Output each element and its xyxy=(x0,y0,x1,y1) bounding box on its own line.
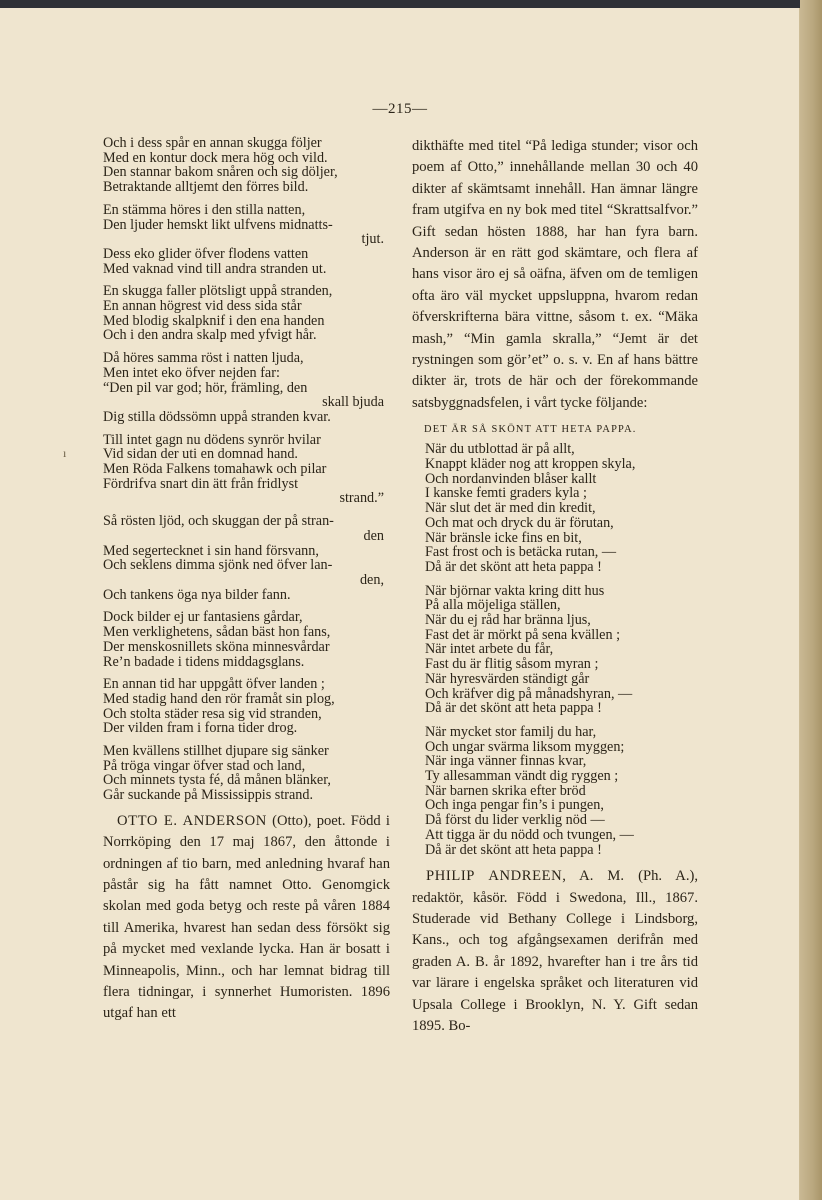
verse-line: Men verklighetens, sådan bäst hon fans, xyxy=(103,624,331,641)
verse-line: När du utblottad är på allt, xyxy=(425,441,575,458)
stanza xyxy=(412,584,698,716)
book-spine-edge xyxy=(800,0,822,1200)
verse-line: En annan högrest vid dess sida står xyxy=(103,298,302,315)
verse-line: Den ljuder hemskt likt ulfvens midnatts- xyxy=(103,216,333,233)
verse-line: Och tankens öga nya bilder fann. xyxy=(103,586,291,603)
verse-line: Och seklens dimma sjönk ned öfver lan- xyxy=(103,557,333,574)
bio-philip-andreen xyxy=(412,866,698,1037)
verse-line: Fördrifva snart din ätt från fridlyst xyxy=(103,475,299,492)
stanza xyxy=(103,433,390,507)
verse-line: Dess eko glider öfver flodens vatten xyxy=(103,245,309,262)
bio-text: (Otto), poet. Född i Norrköping den 17 maj 1867, den åttonde i ordningen af tio barn, med anledning hvaraf han påstår sig ha fått namnet Otto. Genomgick skolan med goda betyg och reste på våren 1884 till Amerika, hvarest han sedan dess försökt sig på mycket med vexlande lycka. Han är bosatt i Minneapolis, Minn., och har lemnat bidrag till flera tidningar, i synnerhet Humoristen. 1896 utgaf han ett xyxy=(103,812,390,1022)
verse-line: När slut det är med din kredit, xyxy=(425,500,596,517)
verse-line: Och minnets tysta fé, då månen blänker, xyxy=(103,772,331,789)
verse-line: Till intet gagn nu dödens synrör hvilar xyxy=(103,431,321,448)
verse-line: Och i den andra skalp med yfvigt hår. xyxy=(103,327,317,344)
verse-line: “Den pil var god; hör, främling, den xyxy=(103,379,308,396)
verse-line: Den stannar bakom snåren och sig döljer, xyxy=(103,164,338,181)
verse-line: den, xyxy=(359,571,384,588)
verse-line: Betraktande alltjemt den förres bild. xyxy=(103,179,309,196)
margin-mark: ı xyxy=(63,446,67,460)
verse-line: Och mat och dryck du är förutan, xyxy=(425,514,614,531)
verse-line: Och inga pengar fin’s i pungen, xyxy=(425,797,604,814)
verse-line: Dig stilla dödssömn uppå stranden kvar. xyxy=(103,408,331,425)
verse-line: Fast det är mörkt på sena kvällen ; xyxy=(425,626,621,643)
verse-line: När inga vänner finnas kvar, xyxy=(425,753,587,770)
stanza xyxy=(103,744,390,803)
verse-line: Med segertecknet i sin hand försvann, xyxy=(103,542,319,559)
verse-line: När barnen skrika efter bröd xyxy=(425,782,586,799)
verse-line: När bränsle icke fins en bit, xyxy=(425,529,582,546)
poem-det-ar-sa-skont xyxy=(412,442,698,857)
verse-line: Med blodig skalpknif i den ena handen xyxy=(103,312,325,329)
stanza xyxy=(412,442,698,574)
verse-line: En skugga faller plötsligt uppå stranden, xyxy=(103,283,333,300)
stanza xyxy=(412,725,698,857)
verse-line: Att tigga är du nödd och tvungen, — xyxy=(425,826,634,843)
verse-line: När hyresvärden ständigt går xyxy=(425,670,590,687)
verse-line: Då är det skönt att heta pappa ! xyxy=(425,558,602,575)
verse-line: En annan tid har uppgått öfver landen ; xyxy=(103,676,325,693)
stanza xyxy=(103,351,390,425)
verse-line: Då först du lider verklig nöd — xyxy=(425,812,605,829)
verse-line: Knappt kläder nog att kroppen skyla, xyxy=(425,455,636,472)
bio-otto-anderson xyxy=(103,811,390,1025)
stanza xyxy=(103,136,390,195)
verse-line: Så rösten ljöd, och skuggan der på stran- xyxy=(103,513,334,530)
verse-line: På alla möjeliga ställen, xyxy=(425,597,561,614)
verse-line: Då höres samma röst i natten ljuda, xyxy=(103,350,304,367)
verse-line: En stämma höres i den stilla natten, xyxy=(103,201,306,218)
verse-line: Med stadig hand den rör framåt sin plog, xyxy=(103,690,335,707)
verse-line: Och nordanvinden blåser kallt xyxy=(425,470,597,487)
bio-continued: dikthäfte med titel “På lediga stunder; visor och poem af Otto,” innehållande mellan 30 och 40 dikter af skämtsamt innehåll. Han ämnar längre fram utgifva en ny bok med titel “Skrattsalfvor.” Gift sedan hösten 1888, har han fyra barn. Anderson är en rätt god skämtare, och flera af hans visor äro ej så oäfna, äfven om de temligen ofta äro väl mycket uppsluppna, hvarom redan öfverskrifterna bära vittne, såsom t. ex. “Mäka mash,” “Min gamla skralla,” “Jemt är det rystningen som gör’et” o. s. v. En af hans bättre dikter är, trots de här och der förekommande satsbyggnadsfelen, i vårt tycke följande: xyxy=(412,138,698,411)
stanza xyxy=(103,203,390,277)
verse-line: Då är det skönt att heta pappa ! xyxy=(425,700,602,717)
verse-line: När mycket stor familj du har, xyxy=(425,723,597,740)
verse-line: Fast du är flitig såsom myran ; xyxy=(425,656,599,673)
verse-line: den xyxy=(363,527,384,544)
verse-line: När björnar vakta kring ditt hus xyxy=(425,582,605,599)
stanza xyxy=(103,284,390,343)
gutter-shadow xyxy=(799,8,800,1200)
verse-line: strand.” xyxy=(339,490,384,507)
stanza xyxy=(103,610,390,669)
verse-line: Med en kontur dock mera hög och vild. xyxy=(103,149,328,166)
bio-name: PHILIP ANDREEN xyxy=(426,868,563,885)
verse-line: Men kvällens stillhet djupare sig sänker xyxy=(103,743,329,760)
verse-line: Re’n badade i tidens middagsglans. xyxy=(103,653,305,670)
page-number: —215— xyxy=(372,101,428,117)
stanza xyxy=(103,677,390,736)
verse-line: Men intet eko öfver nejden far: xyxy=(103,364,280,381)
verse-line: Dock bilder ej ur fantasiens gårdar, xyxy=(103,609,303,626)
verse-line: Der menskosnillets sköna minnesvårdar xyxy=(103,638,330,655)
verse-line: Der vilden fram i forna tider drog. xyxy=(103,720,298,737)
verse-line: Då är det skönt att heta pappa ! xyxy=(425,841,602,858)
verse-line: Fast frost och is betäcka rutan, — xyxy=(425,544,617,561)
poem-continued xyxy=(103,136,390,803)
right-column xyxy=(412,136,698,1038)
verse-line: Med vaknad vind till andra stranden ut. xyxy=(103,260,327,277)
verse-line: På tröga vingar öfver stad och land, xyxy=(103,757,306,774)
left-column xyxy=(103,136,390,1025)
verse-line: Men Röda Falkens tomahawk och pilar xyxy=(103,461,327,478)
verse-line: Och stolta städer resa sig vid stranden, xyxy=(103,705,322,722)
verse-line: Och kräfver dig på månadshyran, — xyxy=(425,685,633,702)
verse-line: tjut. xyxy=(361,231,384,248)
verse-line: Vid sidan der uti en domnad hand. xyxy=(103,446,298,463)
poem-title: DET ÄR SÅ SKÖNT ATT HETA PAPPA. xyxy=(424,424,637,436)
verse-line: skall bjuda xyxy=(322,394,384,411)
bio-text: , A. M. (Ph. A.), redaktör, kåsör. Född i Swedona, Ill., 1867. Studerade vid Bethany College i Lindsborg, Kans., och tog afgångsexamen derifrån med graden A. B. år 1892, hvarefter han i tre års tid var lärare i engelska språket och literaturen vid Upsala College i Brooklyn, N. Y. Gift sedan 1895. Bo- xyxy=(412,868,698,1035)
bio-name: OTTO E. ANDERSON xyxy=(117,812,267,829)
verse-line: Ty allesamman vändt dig ryggen ; xyxy=(425,768,619,785)
verse-line: I kanske femti graders kyla ; xyxy=(425,485,587,502)
verse-line: När intet arbete du får, xyxy=(425,641,554,658)
verse-line: Och i dess spår en annan skugga följer xyxy=(103,135,322,151)
verse-line: Går suckande på Mississippis strand. xyxy=(103,787,314,804)
verse-line: Och ungar svärma liksom myggen; xyxy=(425,738,625,755)
top-edge-band xyxy=(0,0,822,8)
stanza xyxy=(103,514,390,602)
verse-line: När du ej råd har bränna ljus, xyxy=(425,612,591,629)
